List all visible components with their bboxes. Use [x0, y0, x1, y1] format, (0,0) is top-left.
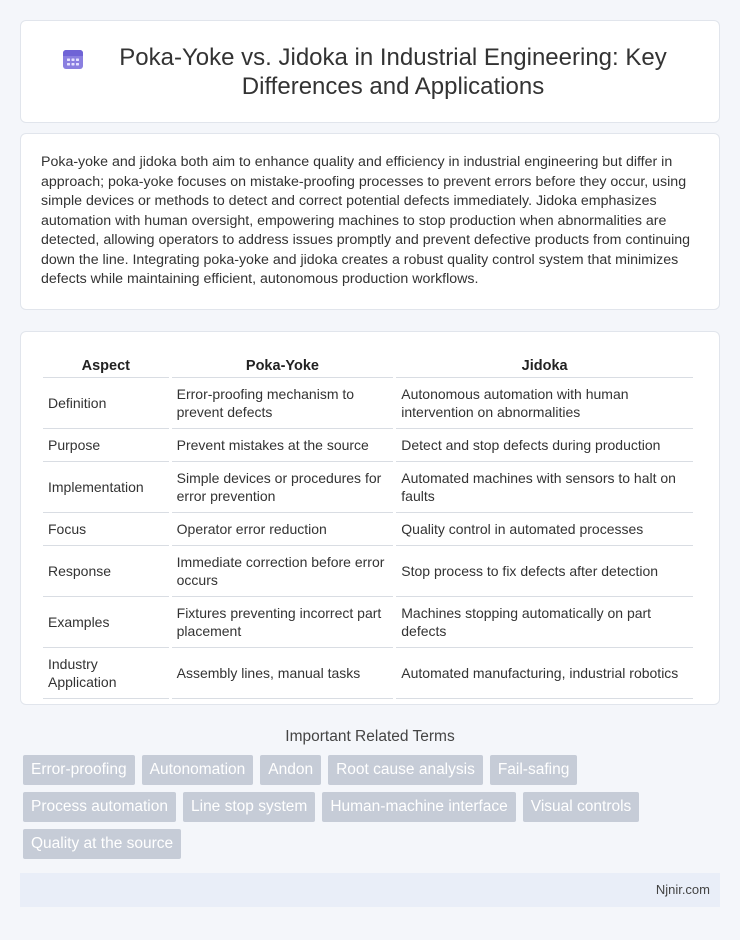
row-poka-yoke: Assembly lines, manual tasks — [172, 648, 394, 699]
row-aspect: Industry Application — [43, 648, 169, 699]
table-header-row — [43, 352, 693, 378]
footer-site[interactable]: Njnir.com — [655, 882, 710, 897]
table-row — [43, 648, 693, 699]
row-aspect: Examples — [43, 597, 169, 648]
comparison-card — [20, 331, 720, 705]
row-jidoka: Automated machines with sensors to halt on faults — [396, 462, 693, 513]
row-poka-yoke: Operator error reduction — [172, 513, 394, 546]
row-poka-yoke: Immediate correction before error occurs — [172, 546, 394, 597]
tag-process-automation[interactable]: Process automation — [23, 792, 176, 822]
row-jidoka: Autonomous automation with human intervention on abnormalities — [396, 378, 693, 429]
table-row — [43, 429, 693, 462]
row-jidoka: Machines stopping automatically on part defects — [396, 597, 693, 648]
tag-andon[interactable]: Andon — [260, 755, 321, 785]
tag-error-proofing[interactable]: Error-proofing — [23, 755, 135, 785]
comparison-table — [40, 352, 696, 699]
tag-autonomation[interactable]: Autonomation — [142, 755, 254, 785]
row-jidoka: Quality control in automated processes — [396, 513, 693, 546]
title-wrap — [61, 43, 679, 101]
row-jidoka: Automated manufacturing, industrial robotics — [396, 648, 693, 699]
summary-card — [20, 133, 720, 310]
tag-quality-at-the-source[interactable]: Quality at the source — [23, 829, 181, 859]
calendar-icon — [61, 47, 85, 71]
tag-line-stop-system[interactable]: Line stop system — [183, 792, 315, 822]
row-poka-yoke: Error-proofing mechanism to prevent defects — [172, 378, 394, 429]
footer — [20, 873, 720, 907]
tag-human-machine-interface[interactable]: Human-machine interface — [322, 792, 515, 822]
row-aspect: Focus — [43, 513, 169, 546]
row-aspect: Response — [43, 546, 169, 597]
related-terms-list — [20, 755, 720, 866]
row-aspect: Purpose — [43, 429, 169, 462]
table-row — [43, 378, 693, 429]
table-row — [43, 546, 693, 597]
tag-visual-controls[interactable]: Visual controls — [523, 792, 640, 822]
title-card — [20, 20, 720, 123]
summary-text: Poka-yoke and jidoka both aim to enhance quality and efficiency in industrial engineering but differ in approach; poka-yoke focuses on mistake-proofing processes to prevent errors before they occur, using simple devices or methods to detect and correct potential defects immediately. Jidoka emphasizes automation with human oversight, empowering machines to stop production when abnormalities are detected, allowing operators to address issues promptly and prevent defective products from continuing down the line. Integrating poka-yoke and jidoka creates a robust quality control system that minimizes defects while maintaining efficient, autonomous production workflows. — [41, 154, 691, 287]
row-jidoka: Detect and stop defects during production — [396, 429, 693, 462]
header-aspect: Aspect — [43, 352, 169, 378]
table-row — [43, 513, 693, 546]
table-row — [43, 462, 693, 513]
row-poka-yoke: Simple devices or procedures for error prevention — [172, 462, 394, 513]
row-poka-yoke: Fixtures preventing incorrect part placement — [172, 597, 394, 648]
tag-root-cause-analysis[interactable]: Root cause analysis — [328, 755, 483, 785]
row-poka-yoke: Prevent mistakes at the source — [172, 429, 394, 462]
tag-fail-safing[interactable]: Fail-safing — [490, 755, 578, 785]
row-jidoka: Stop process to fix defects after detection — [396, 546, 693, 597]
related-terms-title: Important Related Terms — [285, 728, 455, 745]
row-aspect: Implementation — [43, 462, 169, 513]
row-aspect: Definition — [43, 378, 169, 429]
header-jidoka: Jidoka — [396, 352, 693, 378]
page-title: Poka-Yoke vs. Jidoka in Industrial Engineering: Key Differences and Applications — [119, 43, 667, 100]
table-row — [43, 597, 693, 648]
header-poka-yoke: Poka-Yoke — [172, 352, 394, 378]
